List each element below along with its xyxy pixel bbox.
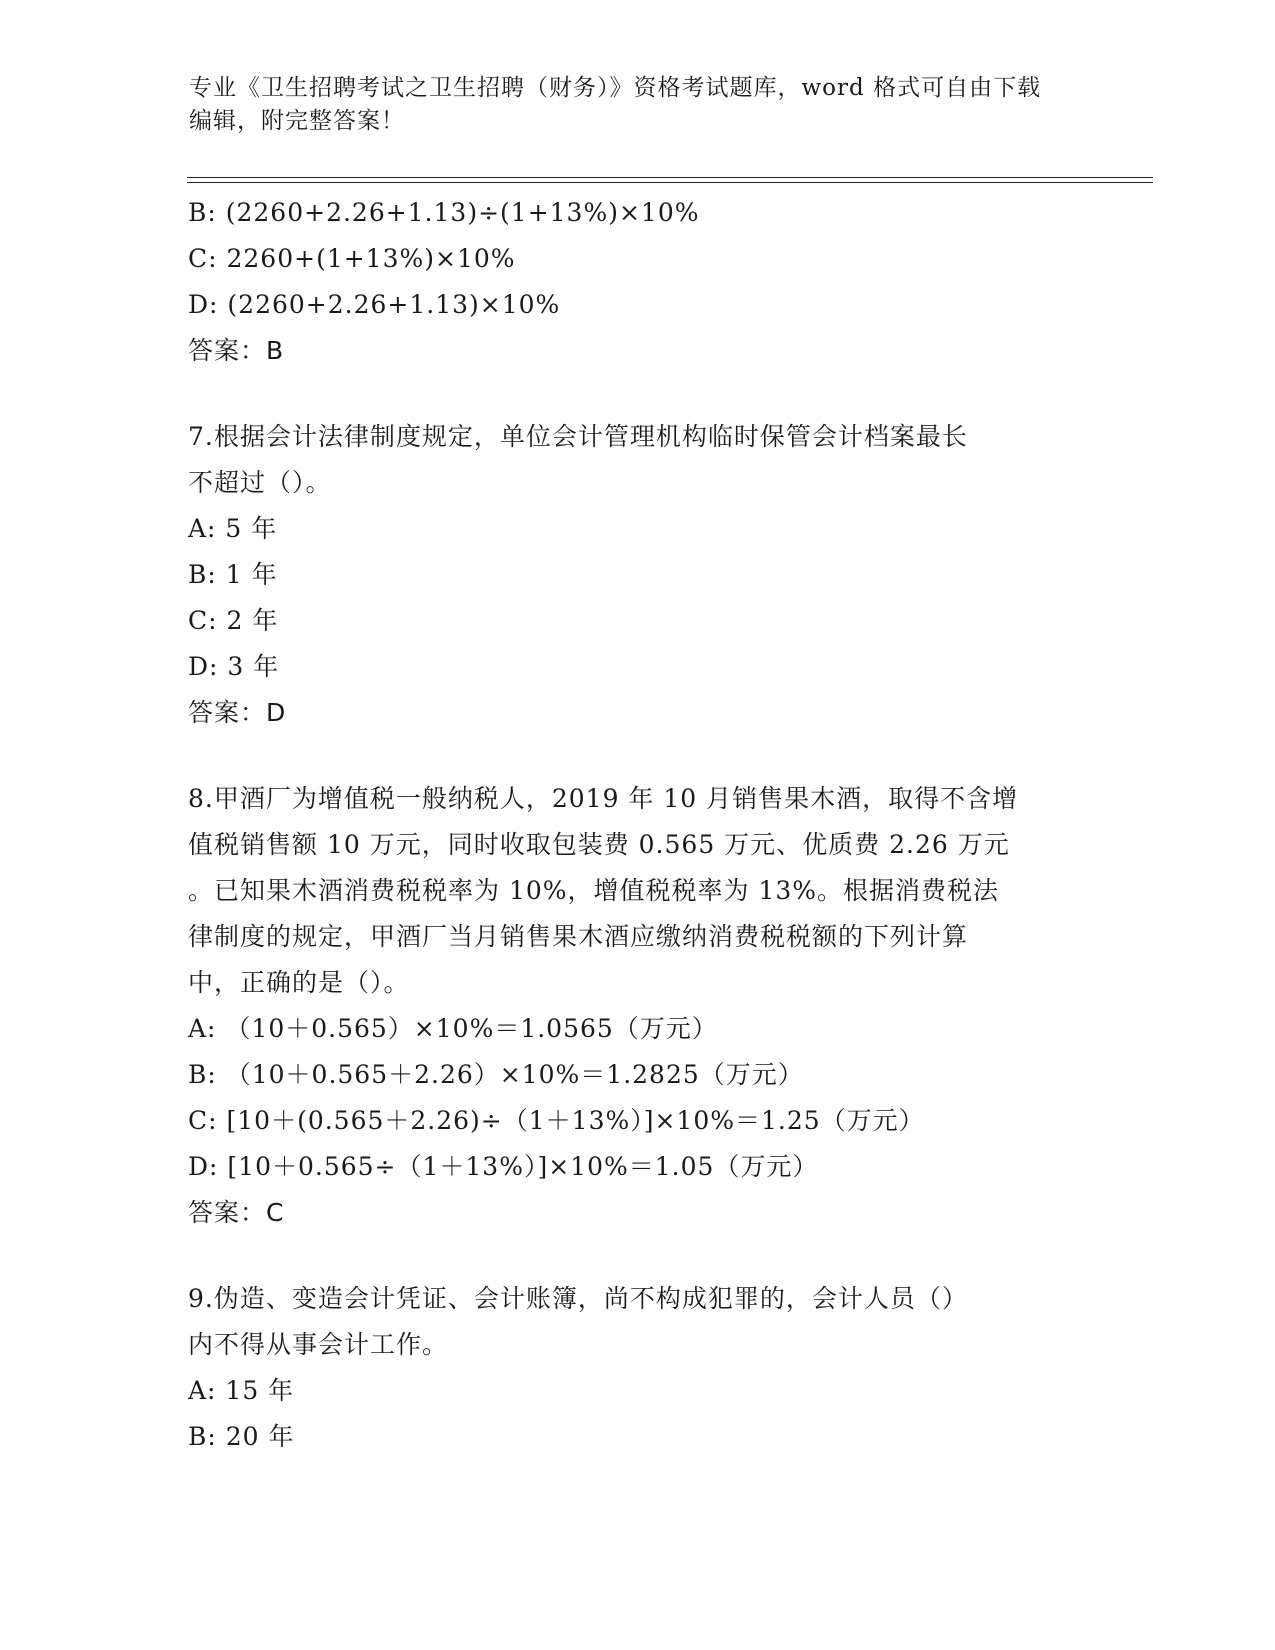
question-text-line: 不超过（）。 <box>188 468 332 497</box>
header-divider-bottom <box>187 182 1153 183</box>
question-text-line: 中，正确的是（）。 <box>188 968 410 997</box>
header-divider-top <box>187 177 1153 178</box>
question-list <box>188 190 1088 1460</box>
prev-question <box>188 190 1088 374</box>
answer-label: 答案：D <box>188 698 287 727</box>
option-c: C: [10＋(0.565＋2.26)÷（1＋13%）]×10%＝1.25（万元） <box>188 1106 925 1135</box>
option-a: A: （10＋0.565）×10%＝1.0565（万元） <box>188 1014 718 1043</box>
option-a: A: 15 年 <box>188 1376 295 1405</box>
question-7 <box>188 414 1088 736</box>
answer-label: 答案：C <box>188 1198 285 1227</box>
option-b: B: (2260+2.26+1.13)÷(1+13%)×10% <box>188 198 700 227</box>
option-b: B: 1 年 <box>188 560 278 589</box>
question-8 <box>188 776 1088 1236</box>
question-text-line: 8.甲酒厂为增值税一般纳税人，2019 年 10 月销售果木酒，取得不含增 <box>188 784 1019 813</box>
option-b: B: 20 年 <box>188 1422 295 1451</box>
option-d: D: [10＋0.565÷（1＋13%）]×10%＝1.05（万元） <box>188 1152 819 1181</box>
option-b: B: （10＋0.565＋2.26）×10%＝1.2825（万元） <box>188 1060 804 1089</box>
option-a: A: 5 年 <box>188 514 278 543</box>
question-text-line: 律制度的规定，甲酒厂当月销售果木酒应缴纳消费税税额的下列计算 <box>188 922 969 951</box>
option-d: D: (2260+2.26+1.13)×10% <box>188 290 561 319</box>
question-text-line: 7.根据会计法律制度规定，单位会计管理机构临时保管会计档案最长 <box>188 422 968 451</box>
question-9 <box>188 1276 1088 1460</box>
header-line-2: 编辑，附完整答案！ <box>189 108 405 134</box>
question-text-line: 9.伪造、变造会计凭证、会计账簿，尚不构成犯罪的，会计人员（） <box>188 1284 968 1313</box>
question-text-line: 值税销售额 10 万元，同时收取包装费 0.565 万元、优质费 2.26 万元 <box>188 830 1010 859</box>
question-text-line: 。已知果木酒消费税税率为 10%，增值税税率为 13%。根据消费税法 <box>188 876 1000 905</box>
document-header <box>189 72 1089 138</box>
option-c: C: 2 年 <box>188 606 279 635</box>
header-line-1: 专业《卫生招聘考试之卫生招聘（财务）》资格考试题库，word 格式可自由下载 <box>189 75 1042 101</box>
answer-label: 答案：B <box>188 336 285 365</box>
option-d: D: 3 年 <box>188 652 280 681</box>
question-text-line: 内不得从事会计工作。 <box>188 1330 449 1359</box>
option-c: C: 2260+(1+13%)×10% <box>188 244 516 273</box>
